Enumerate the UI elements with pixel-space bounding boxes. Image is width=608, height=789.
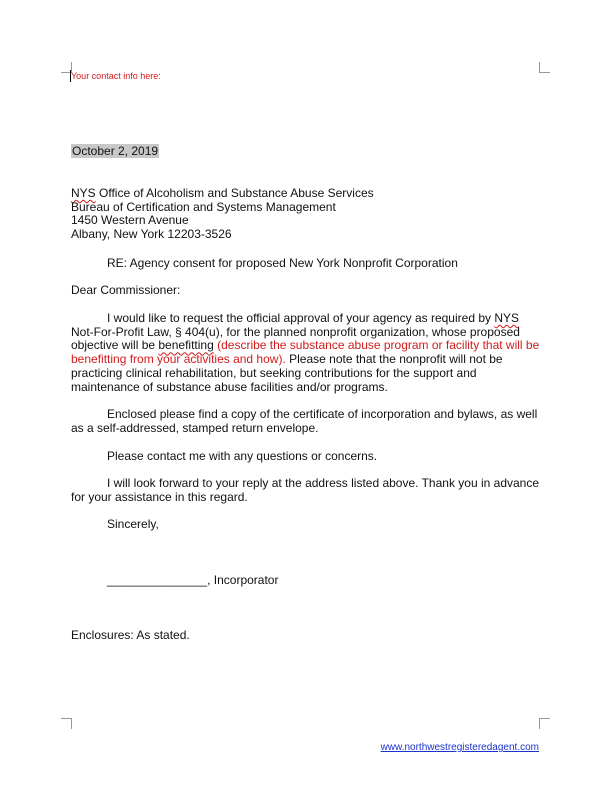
- nys-abbrev: NYS: [71, 186, 96, 200]
- recipient-line-2: Bureau of Certification and Systems Management: [71, 199, 336, 214]
- salutation: Dear Commissioner:: [71, 283, 181, 297]
- p1-red-placeholder[interactable]: (describe the substance abuse program or facility that will be benefitting from your activities and how).: [71, 338, 540, 367]
- enclosures: Enclosures: As stated.: [71, 628, 190, 642]
- paragraph-enclosed: Enclosed please find a copy of the certificate of incorporation and bylaws, as well as a self-addressed, stamped return envelope.: [71, 407, 538, 435]
- p1-part1: I would like to request the official approval of your agency as required by: [107, 311, 495, 325]
- recipient-line-3: 1450 Western Avenue: [71, 213, 189, 228]
- letter-date[interactable]: [71, 145, 541, 159]
- recipient-address: [71, 187, 541, 242]
- p1-nys: NYS: [494, 311, 520, 325]
- recipient-line-1: [71, 187, 541, 201]
- paragraph-request: [71, 312, 541, 394]
- recipient-line-4: Albany, New York 12203-3526: [71, 227, 232, 242]
- p1-part3: Please note that the nonprofit will not be practicing clinical rehabilitation, but seeking contributions for the support and maintenance of substance abuse facilities and/or programs.: [71, 352, 503, 394]
- re-line: RE: Agency consent for proposed New York Nonprofit Corporation: [107, 256, 458, 270]
- p1-benefitting: benefitting: [158, 338, 214, 353]
- recipient-line-1-rest: Office of Alcoholism and Substance Abuse Services: [95, 186, 374, 200]
- signature-line[interactable]: _______________, Incorporator: [107, 573, 279, 587]
- footer-website-link[interactable]: www.northwestregisteredagent.com: [380, 742, 539, 753]
- date-text: October 2, 2019: [72, 144, 159, 158]
- crop-mark-bottom-left: [61, 718, 72, 729]
- closing: Sincerely,: [107, 517, 159, 531]
- paragraph-reply: I will look forward to your reply at the address listed above. Thank you in advance for your assistance in this regard.: [71, 476, 540, 504]
- paragraph-contact: Please contact me with any questions or concerns.: [107, 449, 378, 463]
- p1-part2: Not-For-Profit Law, § 404(u), for the planned nonprofit organization, whose proposed objective will be: [71, 324, 520, 353]
- contact-placeholder[interactable]: Your contact info here:: [71, 71, 161, 81]
- crop-mark-bottom-right: [539, 718, 550, 729]
- crop-mark-top-right: [539, 62, 550, 73]
